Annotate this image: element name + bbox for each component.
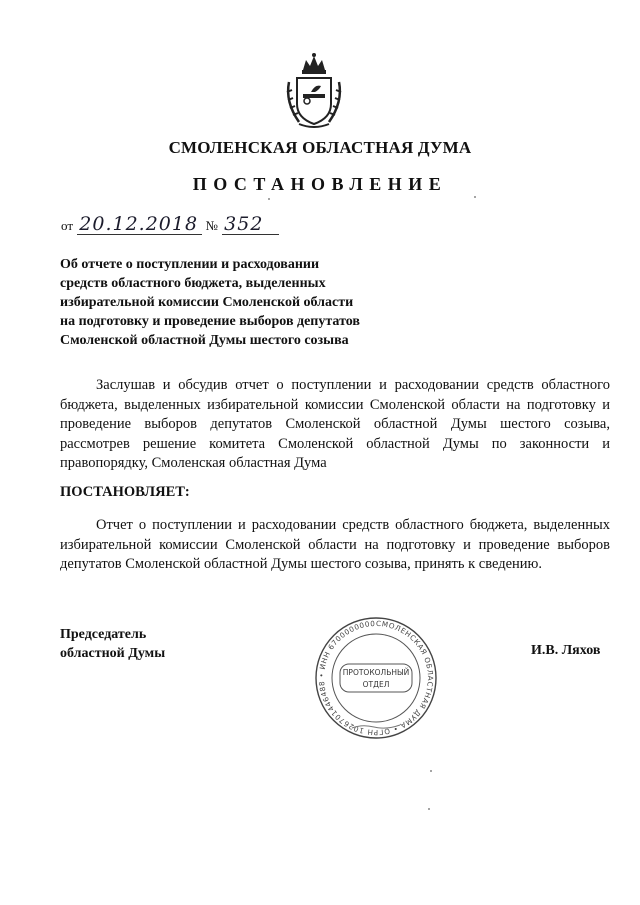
document-type: ПОСТАНОВЛЕНИЕ (192, 174, 448, 194)
date-number-line (61, 214, 279, 235)
resolve-heading: ПОСТАНОВЛЯЕТ: (60, 484, 190, 500)
coat-of-arms-emblem (279, 52, 349, 130)
subject-line: средств областного бюджета, выделенных (60, 276, 326, 291)
signatory-name: И.В. Ляхов (531, 643, 601, 658)
document-date: 20.12.2018 (77, 214, 202, 235)
svg-text:СМОЛЕНСКАЯ ОБЛАСТНАЯ ДУМА • ОГ (317, 619, 435, 737)
signatory-title-line: областной Думы (60, 646, 166, 661)
organization-name: СМОЛЕНСКАЯ ОБЛАСТНАЯ ДУМА (168, 138, 472, 157)
official-seal-stamp (312, 600, 440, 755)
decision-paragraph (60, 516, 610, 575)
document-number: 352 (222, 214, 279, 235)
preamble-text: Заслушав и обсудив отчет о поступлении и расходовании средств областного бюджета, выделенных избирательной комиссии Смоленской области на подготовку и проведение выборов депутатов Смоленской областной Думы шестого созыва, рассмотрев решение комитета Смоленской областной Думы по законности и правопорядку, Смоленская областная Дума (60, 377, 610, 471)
number-label: № (205, 218, 218, 233)
date-from-label: от (61, 218, 74, 233)
decision-text: Отчет о поступлении и расходовании средств областного бюджета, выделенных избирательной комиссии Смоленской области на подготовку и проведение выборов депутатов Смоленской областной Думы шестого созыва, принять к сведению. (60, 517, 610, 572)
subject-line: на подготовку и проведение выборов депутатов (60, 314, 360, 329)
subject-line: избирательной комиссии Смоленской области (60, 295, 354, 310)
preamble-paragraph (60, 376, 610, 474)
signatory-title-line: Председатель (60, 627, 147, 642)
signatory-title (60, 625, 165, 663)
document-subject (60, 255, 420, 350)
subject-line: Смоленской областной Думы шестого созыва (60, 333, 349, 348)
subject-line: Об отчете о поступлении и расходовании (60, 257, 320, 272)
seal-center-line: ПРОТОКОЛЬНЫЙ (342, 668, 410, 677)
seal-ring-text: СМОЛЕНСКАЯ ОБЛАСТНАЯ ДУМА • ОГРН 1026701446488 • ИНН 6700000000 (316, 618, 435, 738)
seal-center-line: ОТДЕЛ (362, 680, 390, 689)
